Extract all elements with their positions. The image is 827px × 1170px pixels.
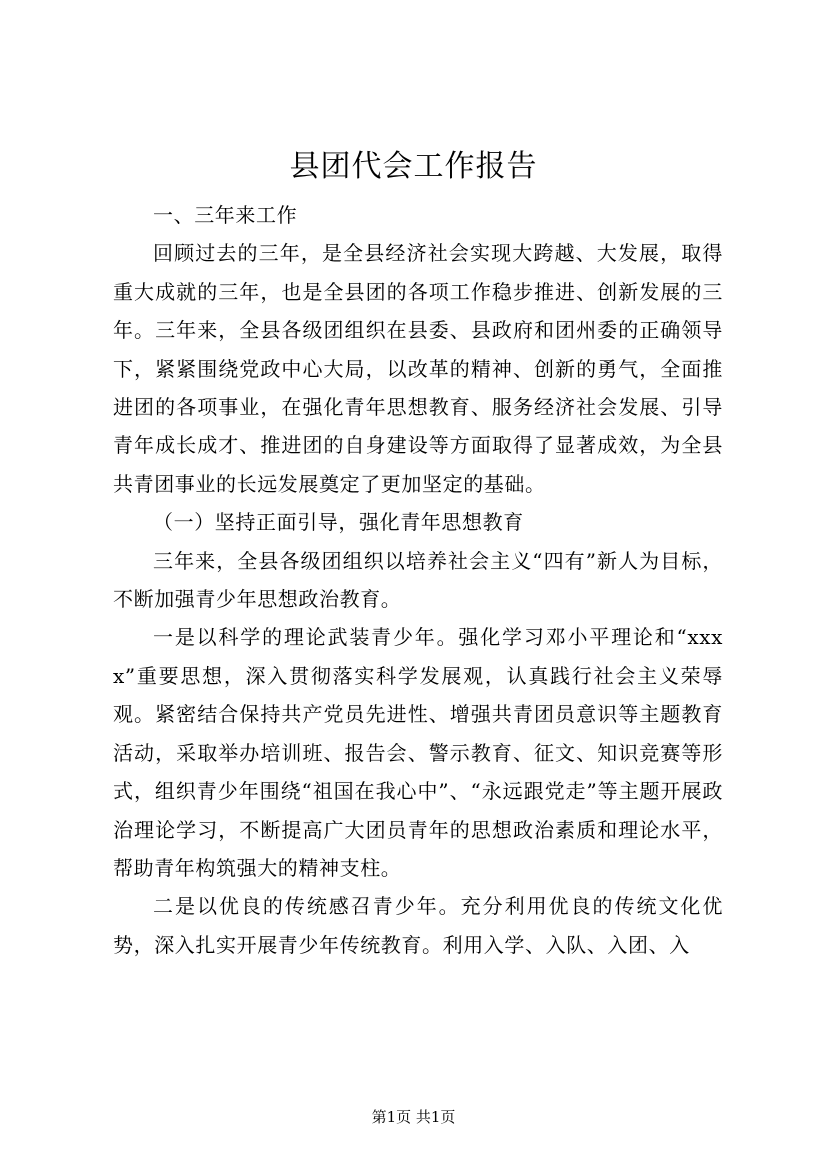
paragraph: 三年来，全县各级团组织以培养社会主义“四有”新人为目标，不断加强青少年思想政治教育。 bbox=[113, 548, 723, 612]
paragraph: 回顾过去的三年，是全县经济社会实现大跨越、大发展，取得重大成就的三年，也是全县团的各项工作稳步推进、创新发展的三年。三年来，全县各级团组织在县委、县政府和团州委的正确领导下，紧紧围绕党政中心大局，以改革的精神、创新的勇气，全面推进团的各项事业，在强化青年思想教育、服务经济社会发展、引导青年成长成才、推进团的自身建设等方面取得了显著成效，为全县共青团事业的长远发展奠定了更加坚定的基础。 bbox=[113, 241, 723, 496]
document-body bbox=[113, 196, 723, 964]
page-footer: 第1页 共1页 bbox=[371, 1108, 456, 1126]
paragraph: 一是以科学的理论武装青少年。强化学习邓小平理论和“xxxx”重要思想，深入贯彻落实科学发展观，认真践行社会主义荣辱观。紧密结合保持共产党员先进性、增强共青团员意识等主题教育活动，采取举办培训班、报告会、警示教育、征文、知识竞赛等形式，组织青少年围绕“祖国在我心中”、“永远跟党走”等主题开展政治理论学习，不断提高广大团员青年的思想政治素质和理论水平，帮助青年构筑强大的精神支柱。 bbox=[113, 625, 723, 880]
section-heading: 一、三年来工作 bbox=[153, 203, 298, 227]
subsection-heading: （一）坚持正面引导，强化青年思想教育 bbox=[153, 510, 524, 535]
paragraph: 二是以优良的传统感召青少年。充分利用优良的传统文化优势，深入扎实开展青少年传统教育。利用入学、入队、入团、入 bbox=[113, 894, 723, 957]
document-title: 县团代会工作报告 bbox=[289, 149, 538, 184]
